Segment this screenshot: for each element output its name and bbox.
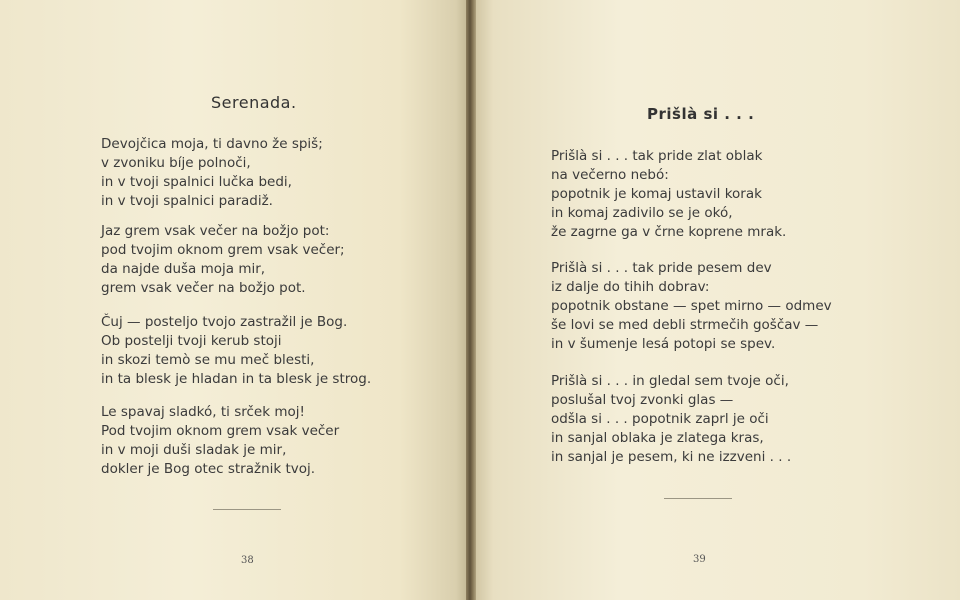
verse-line: že zagrne ga v črne koprene mrak. [551,224,787,240]
verse-line: in skozi temò se mu meč blesti, [101,352,315,368]
verse-line: še lovi se med debli strmečih goščav — [551,317,819,333]
book-spine [466,0,476,600]
verse-line: in v tvoji spalnici lučka bedi, [101,174,292,190]
left-page-number: 38 [241,555,254,566]
verse-line: in v tvoji spalnici paradiž. [101,193,273,209]
verse-line: in sanjal oblaka je zlatega kras, [551,430,764,446]
verse-line: in sanjal je pesem, ki ne izzveni . . . [551,449,792,465]
end-rule [664,498,732,499]
left-stanza-2 [101,222,345,298]
verse-line: Prišlà si . . . tak pride pesem dev [551,260,772,276]
right-stanza-2 [551,259,832,354]
verse-line: pod tvojim oknom grem vsak večer; [101,242,345,258]
verse-line: da najde duša moja mir, [101,261,266,277]
end-rule [213,509,281,510]
verse-line: popotnik obstane — spet mirno — odmev [551,298,832,314]
verse-line: v zvoniku bíje polnoči, [101,155,251,171]
verse-line: Prišlà si . . . tak pride zlat oblak [551,148,763,164]
verse-line: Čuj — posteljo tvojo zastražil je Bog. [101,314,348,330]
verse-line: dokler je Bog otec stražnik tvoj. [101,461,316,477]
left-stanza-4 [101,403,339,479]
left-stanza-3 [101,313,371,389]
verse-line: popotnik je komaj ustavil korak [551,186,762,202]
verse-line: in v šumenje lesá potopi se spev. [551,336,776,352]
verse-line: iz dalje do tihih dobrav: [551,279,710,295]
right-page-number: 39 [693,554,706,565]
right-stanza-1 [551,147,786,242]
right-page-title: Prišlà si . . . [647,105,755,123]
verse-line: in ta blesk je hladan in ta blesk je strog. [101,371,372,387]
verse-line: Pod tvojim oknom grem vsak večer [101,423,340,439]
verse-line: poslušal tvoj zvonki glas — [551,392,734,408]
verse-line: in v moji duši sladak je mir, [101,442,287,458]
verse-line: Devojčica moja, ti davno že spiš; [101,136,323,152]
right-stanza-3 [551,372,791,467]
left-page-title: Serenada. [211,93,297,112]
verse-line: in komaj zadivilo se je okó, [551,205,733,221]
verse-line: na večerno nebó: [551,167,669,183]
verse-line: Le spavaj sladkó, ti srček moj! [101,404,305,420]
left-stanza-1 [101,135,323,211]
verse-line: Ob postelji tvoji kerub stoji [101,333,282,349]
verse-line: odšla si . . . popotnik zaprl je oči [551,411,769,427]
left-page [0,0,470,600]
verse-line: Prišlà si . . . in gledal sem tvoje oči, [551,373,789,389]
verse-line: Jaz grem vsak večer na božjo pot: [101,223,330,239]
verse-line: grem vsak večer na božjo pot. [101,280,306,296]
